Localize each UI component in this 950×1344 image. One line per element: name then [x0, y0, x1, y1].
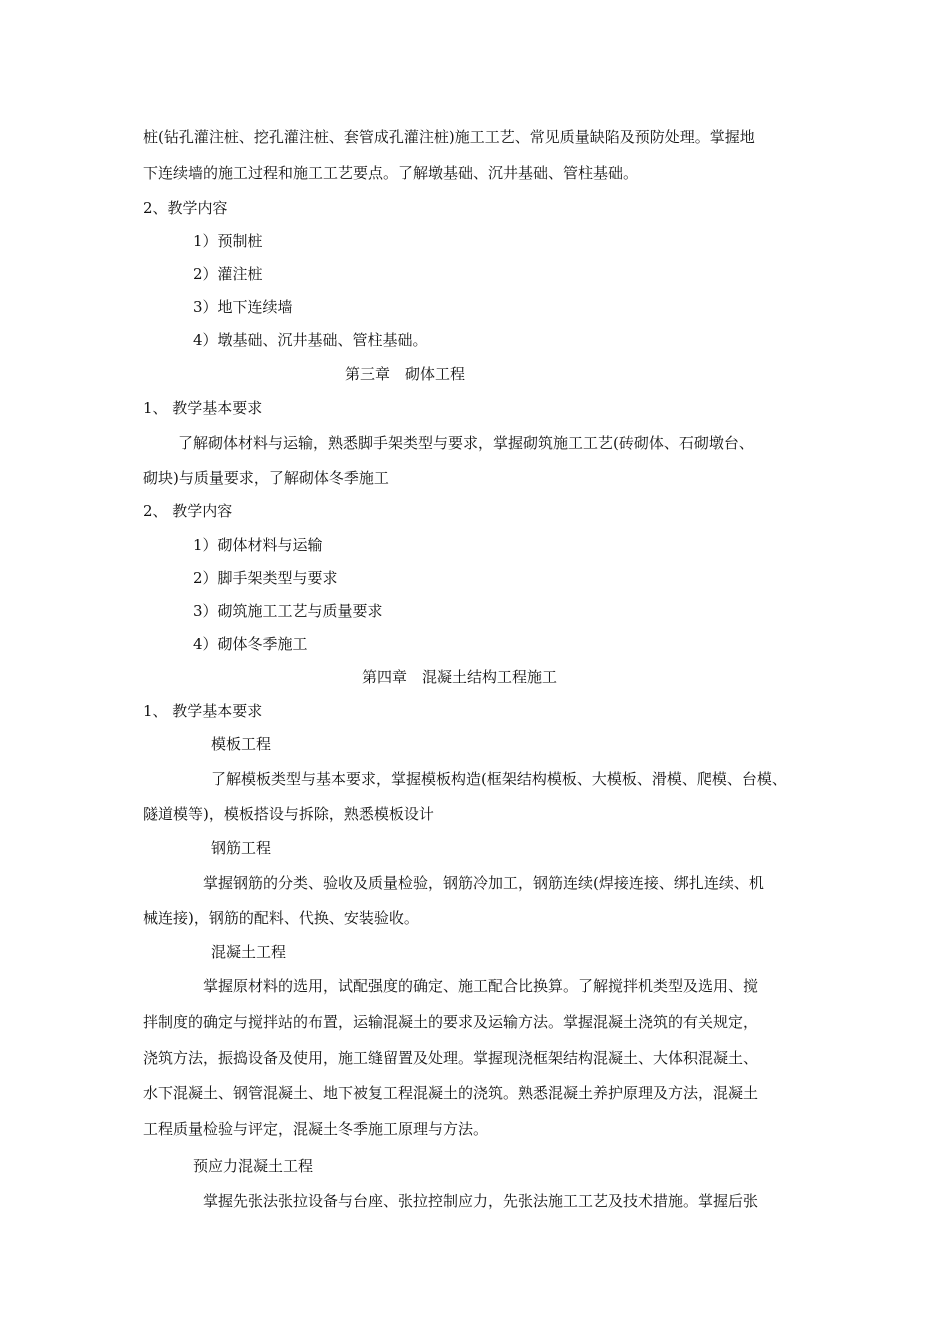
chapter-title: 第三章 砌体工程 — [345, 365, 466, 383]
list-item: 4）砌体冬季施工 — [193, 635, 308, 653]
list-item: 2）脚手架类型与要求 — [193, 569, 338, 587]
subsection-title: 预应力混凝土工程 — [193, 1157, 314, 1175]
paragraph-line: 掌握先张法张拉设备与台座、张拉控制应力，先张法施工工艺及技术措施。掌握后张 — [203, 1192, 759, 1210]
paragraph-line: 了解砌体材料与运输，熟悉脚手架类型与要求，掌握砌筑施工工艺(砖砌体、石砌墩台、 — [178, 434, 754, 452]
intro-line-2: 下连续墙的施工过程和施工工艺要点。了解墩基础、沉井基础、管柱基础。 — [143, 164, 639, 182]
subsection-title: 模板工程 — [211, 735, 272, 753]
section-heading-requirements: 1、 教学基本要求 — [143, 399, 263, 417]
paragraph-line: 掌握钢筋的分类、验收及质量检验，钢筋冷加工，钢筋连续(焊接连接、绑扎连续、机 — [203, 874, 764, 892]
paragraph-line: 隧道模等)，模板搭设与拆除，熟悉模板设计 — [143, 805, 434, 823]
subsection-title: 钢筋工程 — [211, 839, 272, 857]
paragraph-line: 浇筑方法，振捣设备及使用，施工缝留置及处理。掌握现浇框架结构混凝土、大体积混凝土、 — [143, 1049, 759, 1067]
section-heading-content: 2、 教学内容 — [143, 502, 233, 520]
paragraph-line: 砌块)与质量要求，了解砌体冬季施工 — [143, 469, 389, 487]
list-item: 1）砌体材料与运输 — [193, 536, 323, 554]
section-heading-requirements: 1、 教学基本要求 — [143, 702, 263, 720]
intro-line-1: 桩(钻孔灌注桩、挖孔灌注桩、套管成孔灌注桩)施工工艺、常见质量缺陷及预防处理。掌握地 — [143, 128, 755, 146]
subsection-title: 混凝土工程 — [211, 943, 287, 961]
paragraph-line: 拌制度的确定与搅拌站的布置，运输混凝土的要求及运输方法。掌握混凝土浇筑的有关规定， — [143, 1013, 759, 1031]
list-item: 1）预制桩 — [193, 232, 263, 250]
paragraph-line: 水下混凝土、钢管混凝土、地下被复工程混凝土的浇筑。熟悉混凝土养护原理及方法，混凝土 — [143, 1084, 759, 1102]
section-heading-content: 2、教学内容 — [143, 199, 228, 217]
paragraph-line: 工程质量检验与评定，混凝土冬季施工原理与方法。 — [143, 1120, 489, 1138]
paragraph-line: 掌握原材料的选用，试配强度的确定、施工配合比换算。了解搅拌机类型及选用、搅 — [203, 977, 759, 995]
list-item: 3）地下连续墙 — [193, 298, 293, 316]
list-item: 2）灌注桩 — [193, 265, 263, 283]
paragraph-line: 了解模板类型与基本要求，掌握模板构造(框架结构模板、大模板、滑模、爬模、台模、 — [211, 770, 787, 788]
chapter-title: 第四章 混凝土结构工程施工 — [362, 668, 558, 686]
list-item: 4）墩基础、沉井基础、管柱基础。 — [193, 331, 428, 349]
list-item: 3）砌筑施工工艺与质量要求 — [193, 602, 383, 620]
paragraph-line: 械连接)，钢筋的配料、代换、安装验收。 — [143, 909, 419, 927]
